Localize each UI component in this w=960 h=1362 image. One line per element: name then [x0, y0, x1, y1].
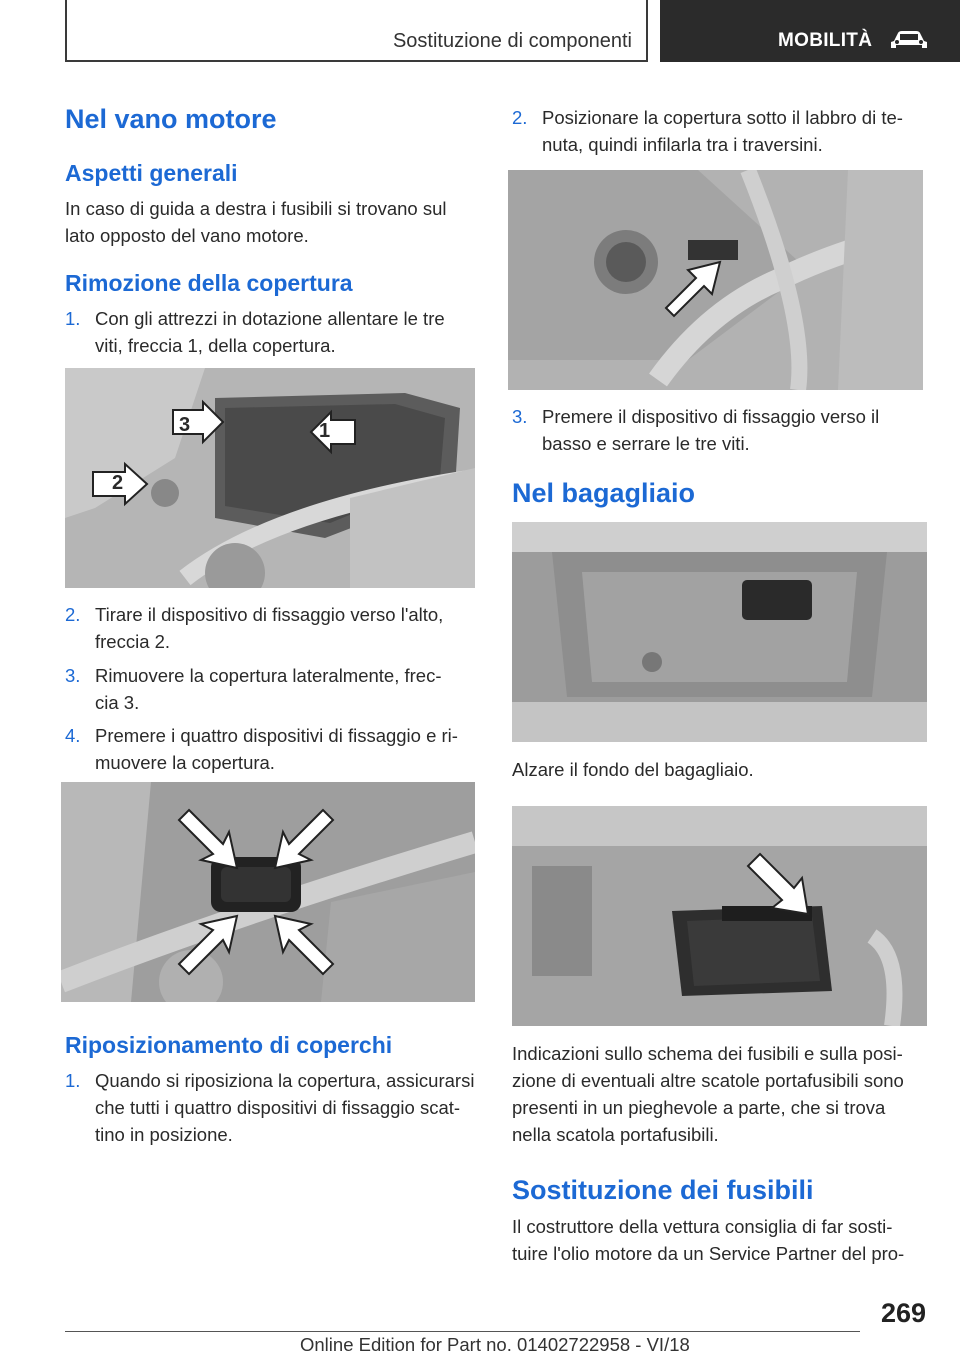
step-number: 3.	[65, 665, 81, 686]
step-text: Posizionare la copertura sotto il labbro di te‐	[542, 107, 903, 128]
step-text: Con gli attrezzi in dotazione allentare le tre	[95, 308, 445, 329]
step-number: 2.	[512, 107, 528, 128]
engine-bay-heading: Nel vano motore	[65, 104, 277, 134]
step-text: Premere il dispositivo di fissaggio verso il	[542, 406, 880, 427]
step-item	[65, 662, 485, 716]
step-text: basso e serrare le tre viti.	[542, 433, 750, 454]
step-number: 1.	[65, 308, 81, 329]
step-text: viti, freccia 1, della copertura.	[95, 335, 336, 356]
step-item	[65, 601, 485, 655]
fuse-box-figure	[512, 806, 927, 1026]
footer-divider	[65, 1331, 860, 1332]
trunk-heading: Nel bagagliaio	[512, 478, 696, 508]
callout-label: 3	[179, 414, 191, 436]
cover-placement-figure	[508, 170, 923, 390]
reposition-heading: Riposizionamento di coperchi	[65, 1032, 393, 1058]
general-heading: Aspetti generali	[65, 160, 238, 186]
step-item	[65, 722, 485, 776]
general-text-line: lato opposto del vano motore.	[65, 225, 309, 246]
step-text: Rimuovere la copertura lateralmente, frec‐	[95, 665, 442, 686]
replace-text-line: Il costruttore della vettura consiglia di far sosti‐	[512, 1216, 893, 1237]
replace-fuses-heading: Sostituzione dei fusibili	[512, 1175, 814, 1205]
step-number: 2.	[65, 604, 81, 625]
arrow-callout-1	[311, 412, 355, 452]
step-number: 1.	[65, 1070, 81, 1091]
info-text-line: zione di eventuali altre scatole portafusibili sono	[512, 1070, 904, 1091]
step-text: che tutti i quattro dispositivi di fissaggio scat‐	[95, 1097, 461, 1118]
step-text: Quando si riposiziona la copertura, assicurarsi	[95, 1070, 475, 1091]
step-item	[512, 403, 932, 457]
trunk-floor-figure	[512, 522, 927, 742]
car-icon	[888, 28, 930, 52]
header-chapter-box	[65, 0, 648, 62]
callout-label: 2	[112, 472, 124, 494]
removal-heading: Rimozione della copertura	[65, 270, 353, 296]
step-text: tino in posizione.	[95, 1124, 233, 1145]
callout-label: 1	[319, 420, 331, 442]
edition-footer: Online Edition for Part no. 01402722958 - VI/18	[300, 1334, 690, 1355]
step-item	[512, 104, 932, 158]
step-item	[65, 1067, 485, 1148]
step-text: cia 3.	[95, 692, 140, 713]
section-title: MOBILITÀ	[778, 30, 873, 51]
header-section-box	[660, 0, 960, 62]
step-text: freccia 2.	[95, 631, 171, 652]
replace-text-line: tuire l'olio motore da un Service Partner del pro‐	[512, 1243, 905, 1264]
page-number: 269	[880, 1298, 926, 1328]
step-number: 3.	[512, 406, 528, 427]
figure-callouts	[65, 368, 475, 588]
step-number: 4.	[65, 725, 81, 746]
chapter-title: Sostituzione di componenti	[392, 30, 632, 52]
step-text: Premere i quattro dispositivi di fissaggio e ri‐	[95, 725, 458, 746]
general-text-line: In caso di guida a destra i fusibili si trovano sul	[65, 198, 447, 219]
step-text: Tirare il dispositivo di fissaggio verso l'alto,	[95, 604, 444, 625]
info-text-line: presenti in un pieghevole a parte, che si trova	[512, 1097, 886, 1118]
step-text: muovere la copertura.	[95, 752, 275, 773]
info-text-line: Indicazioni sullo schema dei fusibili e sulla posi‐	[512, 1043, 903, 1064]
step-text: nuta, quindi infilarla tra i traversini.	[542, 134, 823, 155]
trunk-caption: Alzare il fondo del bagagliaio.	[512, 759, 754, 780]
cover-clips-figure	[61, 782, 475, 1002]
info-text-line: nella scatola portafusibili.	[512, 1124, 719, 1145]
